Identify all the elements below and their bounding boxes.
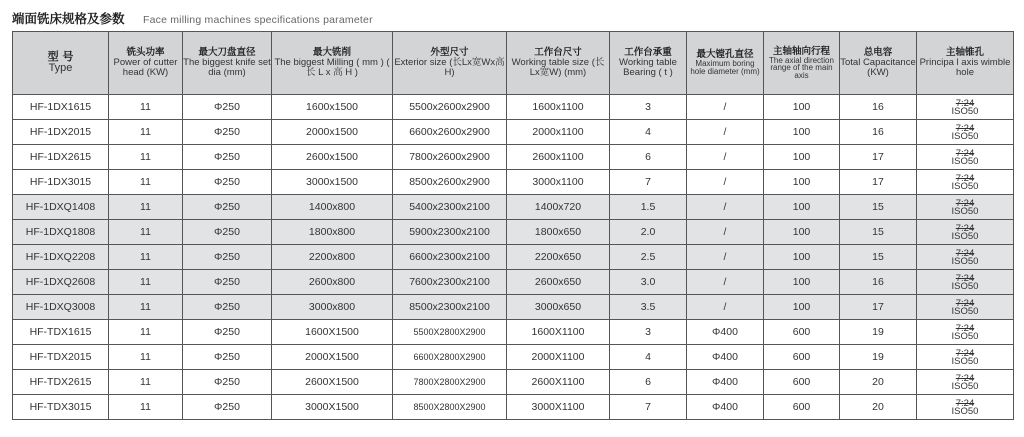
header-row — [13, 32, 1014, 95]
cell-table-size: 2000X1100 — [507, 345, 610, 370]
cell-exterior: 6600x2600x2900 — [393, 120, 507, 145]
cell-spindle — [917, 320, 1014, 345]
cell-table-size: 1400x720 — [507, 195, 610, 220]
cell-axial: 600 — [764, 370, 840, 395]
iso-standard: ISO50 — [951, 305, 979, 317]
cell-knife-dia: Φ250 — [183, 270, 272, 295]
taper-ratio: 7:24 — [955, 197, 975, 209]
header-label-en: The biggest Milling ( mm ) ( 长 L x 高 H ) — [274, 57, 390, 78]
cell-power: 11 — [109, 270, 183, 295]
cell-capacity: 20 — [840, 370, 917, 395]
cell-bearing: 3.0 — [610, 270, 687, 295]
cell-boring: / — [687, 195, 764, 220]
cell-boring: / — [687, 270, 764, 295]
cell-table-size: 2000x1100 — [507, 120, 610, 145]
cell-exterior: 6600x2300x2100 — [393, 245, 507, 270]
cell-milling: 3000X1500 — [272, 395, 393, 420]
table-row — [13, 345, 1014, 370]
header-label-en: Working table Bearing ( t ) — [619, 57, 677, 78]
table-row — [13, 145, 1014, 170]
taper-ratio: 7:24 — [955, 347, 975, 359]
taper-ratio: 7:24 — [955, 297, 975, 309]
cell-knife-dia: Φ250 — [183, 195, 272, 220]
table-row — [13, 395, 1014, 420]
header-table-size — [507, 32, 610, 95]
cell-bearing: 6 — [610, 370, 687, 395]
iso-standard: ISO50 — [951, 105, 979, 117]
header-label-en: Principa l axis wimble hole — [919, 57, 1011, 78]
cell-boring: Φ400 — [687, 370, 764, 395]
cell-spindle — [917, 95, 1014, 120]
cell-capacity: 20 — [840, 395, 917, 420]
cell-capacity: 19 — [840, 320, 917, 345]
table-row — [13, 320, 1014, 345]
header-label-en: Working table size (长Lx宽W) (mm) — [511, 57, 605, 78]
table-row — [13, 245, 1014, 270]
header-label-cn: 工作台承重 — [624, 47, 672, 59]
cell-power: 11 — [109, 395, 183, 420]
cell-power: 11 — [109, 245, 183, 270]
table-row — [13, 370, 1014, 395]
cell-model: HF-TDX2015 — [13, 345, 109, 370]
taper-ratio: 7:24 — [955, 372, 975, 384]
spec-table-body — [13, 95, 1014, 420]
iso-standard: ISO50 — [951, 380, 979, 392]
cell-axial: 100 — [764, 95, 840, 120]
cell-milling: 1800x800 — [272, 220, 393, 245]
cell-exterior: 8500X2800X2900 — [393, 395, 507, 420]
cell-model: HF-1DX1615 — [13, 95, 109, 120]
iso-standard: ISO50 — [951, 180, 979, 192]
iso-standard: ISO50 — [951, 330, 979, 342]
cell-model: HF-1DXQ1408 — [13, 195, 109, 220]
cell-power: 11 — [109, 320, 183, 345]
cell-milling: 2200x800 — [272, 245, 393, 270]
cell-power: 11 — [109, 345, 183, 370]
page-title — [12, 9, 373, 27]
cell-model: HF-1DXQ2208 — [13, 245, 109, 270]
cell-bearing: 4 — [610, 120, 687, 145]
cell-bearing: 7 — [610, 170, 687, 195]
cell-exterior: 5900x2300x2100 — [393, 220, 507, 245]
cell-boring: / — [687, 120, 764, 145]
title-english: Face milling machines specifications parameter — [142, 14, 373, 26]
iso-standard: ISO50 — [951, 405, 979, 417]
cell-capacity: 17 — [840, 145, 917, 170]
table-row — [13, 120, 1014, 145]
cell-knife-dia: Φ250 — [183, 345, 272, 370]
header-label-cn: 铣头功率 — [126, 47, 165, 59]
cell-boring: Φ400 — [687, 395, 764, 420]
taper-ratio: 7:24 — [955, 147, 975, 159]
cell-bearing: 3 — [610, 320, 687, 345]
cell-axial: 100 — [764, 245, 840, 270]
taper-ratio: 7:24 — [955, 397, 975, 409]
title-chinese: 端面铣床规格及参数 — [12, 11, 125, 26]
header-knife-dia — [183, 32, 272, 95]
cell-bearing: 4 — [610, 345, 687, 370]
cell-exterior: 5500x2600x2900 — [393, 95, 507, 120]
cell-knife-dia: Φ250 — [183, 170, 272, 195]
cell-spindle — [917, 245, 1014, 270]
cell-capacity: 17 — [840, 295, 917, 320]
cell-model: HF-TDX2615 — [13, 370, 109, 395]
cell-model: HF-TDX1615 — [13, 320, 109, 345]
cell-milling: 2600x800 — [272, 270, 393, 295]
cell-boring: / — [687, 170, 764, 195]
table-row — [13, 220, 1014, 245]
cell-model: HF-1DXQ3008 — [13, 295, 109, 320]
header-label-en: Type — [48, 62, 73, 74]
cell-table-size: 2600x1100 — [507, 145, 610, 170]
header-power — [109, 32, 183, 95]
header-bearing — [610, 32, 687, 95]
cell-spindle — [917, 195, 1014, 220]
table-row — [13, 170, 1014, 195]
cell-capacity: 16 — [840, 270, 917, 295]
cell-exterior: 8500x2600x2900 — [393, 170, 507, 195]
cell-power: 11 — [109, 220, 183, 245]
cell-exterior: 7800X2800X2900 — [393, 370, 507, 395]
cell-spindle — [917, 345, 1014, 370]
cell-power: 11 — [109, 95, 183, 120]
cell-milling: 2000X1500 — [272, 345, 393, 370]
header-type — [13, 32, 109, 95]
header-spindle — [917, 32, 1014, 95]
cell-bearing: 2.0 — [610, 220, 687, 245]
cell-knife-dia: Φ250 — [183, 295, 272, 320]
cell-capacity: 15 — [840, 245, 917, 270]
cell-spindle — [917, 170, 1014, 195]
cell-boring: / — [687, 245, 764, 270]
iso-standard: ISO50 — [951, 130, 979, 142]
cell-exterior: 7600x2300x2100 — [393, 270, 507, 295]
cell-capacity: 16 — [840, 95, 917, 120]
header-label-en: Maximum boring hole diameter (mm) — [690, 59, 760, 76]
cell-model: HF-1DXQ1808 — [13, 220, 109, 245]
cell-table-size: 1600X1100 — [507, 320, 610, 345]
cell-model: HF-TDX3015 — [13, 395, 109, 420]
cell-bearing: 1.5 — [610, 195, 687, 220]
cell-table-size: 3000x1100 — [507, 170, 610, 195]
cell-spindle — [917, 270, 1014, 295]
cell-capacity: 17 — [840, 170, 917, 195]
header-label-cn: 外型尺寸 — [430, 47, 469, 59]
cell-boring: / — [687, 95, 764, 120]
taper-ratio: 7:24 — [955, 222, 975, 234]
cell-axial: 100 — [764, 220, 840, 245]
cell-power: 11 — [109, 145, 183, 170]
cell-axial: 100 — [764, 120, 840, 145]
cell-spindle — [917, 145, 1014, 170]
cell-axial: 100 — [764, 145, 840, 170]
table-row — [13, 95, 1014, 120]
header-label-en: The axial direction range of the main axis — [769, 55, 834, 80]
cell-knife-dia: Φ250 — [183, 245, 272, 270]
cell-power: 11 — [109, 120, 183, 145]
cell-table-size: 1600x1100 — [507, 95, 610, 120]
cell-milling: 1400x800 — [272, 195, 393, 220]
cell-milling: 2600X1500 — [272, 370, 393, 395]
cell-table-size: 2600X1100 — [507, 370, 610, 395]
cell-model: HF-1DX3015 — [13, 170, 109, 195]
cell-knife-dia: Φ250 — [183, 145, 272, 170]
cell-capacity: 16 — [840, 120, 917, 145]
table-row — [13, 195, 1014, 220]
cell-capacity: 15 — [840, 195, 917, 220]
cell-power: 11 — [109, 170, 183, 195]
cell-axial: 100 — [764, 295, 840, 320]
cell-axial: 600 — [764, 395, 840, 420]
table-row — [13, 270, 1014, 295]
cell-power: 11 — [109, 195, 183, 220]
taper-ratio: 7:24 — [955, 272, 975, 284]
header-label-cn: 型 号 — [47, 50, 74, 64]
cell-knife-dia: Φ250 — [183, 120, 272, 145]
cell-boring: / — [687, 295, 764, 320]
cell-knife-dia: Φ250 — [183, 370, 272, 395]
iso-standard: ISO50 — [951, 230, 979, 242]
cell-knife-dia: Φ250 — [183, 395, 272, 420]
cell-table-size: 3000X1100 — [507, 395, 610, 420]
header-capacity — [840, 32, 917, 95]
header-label-en: Exterior size (长Lx宽Wx高H) — [394, 57, 505, 78]
cell-exterior: 7800x2600x2900 — [393, 145, 507, 170]
taper-ratio: 7:24 — [955, 322, 975, 334]
cell-model: HF-1DX2015 — [13, 120, 109, 145]
cell-bearing: 3 — [610, 95, 687, 120]
cell-axial: 100 — [764, 170, 840, 195]
cell-axial: 100 — [764, 195, 840, 220]
taper-ratio: 7:24 — [955, 247, 975, 259]
cell-exterior: 5400x2300x2100 — [393, 195, 507, 220]
cell-milling: 3000x1500 — [272, 170, 393, 195]
taper-ratio: 7:24 — [955, 122, 975, 134]
header-label-cn: 最大镗孔直径 — [696, 49, 754, 61]
iso-standard: ISO50 — [951, 255, 979, 267]
cell-milling: 2600x1500 — [272, 145, 393, 170]
header-label-en: Total Capacitance (KW) — [840, 57, 916, 78]
cell-boring: / — [687, 145, 764, 170]
taper-ratio: 7:24 — [955, 172, 975, 184]
header-label-cn: 主轴轴向行程 — [772, 45, 830, 57]
cell-capacity: 19 — [840, 345, 917, 370]
cell-axial: 100 — [764, 270, 840, 295]
cell-exterior: 8500x2300x2100 — [393, 295, 507, 320]
cell-boring: Φ400 — [687, 345, 764, 370]
cell-exterior: 6600X2800X2900 — [393, 345, 507, 370]
cell-boring: / — [687, 220, 764, 245]
cell-bearing: 3.5 — [610, 295, 687, 320]
cell-capacity: 15 — [840, 220, 917, 245]
cell-knife-dia: Φ250 — [183, 95, 272, 120]
spec-table — [12, 31, 1014, 420]
cell-power: 11 — [109, 370, 183, 395]
cell-bearing: 6 — [610, 145, 687, 170]
header-label-cn: 主轴锥孔 — [945, 47, 984, 59]
cell-knife-dia: Φ250 — [183, 320, 272, 345]
cell-milling: 2000x1500 — [272, 120, 393, 145]
cell-table-size: 1800x650 — [507, 220, 610, 245]
header-label-cn: 工作台尺寸 — [534, 47, 582, 59]
header-boring — [687, 32, 764, 95]
header-exterior — [393, 32, 507, 95]
header-label-cn: 总电容 — [863, 47, 893, 59]
cell-table-size: 2600x650 — [507, 270, 610, 295]
header-label-en: Power of cutter head (KW) — [113, 57, 178, 78]
taper-ratio: 7:24 — [955, 97, 975, 109]
iso-standard: ISO50 — [951, 280, 979, 292]
table-row — [13, 295, 1014, 320]
cell-model: HF-1DX2615 — [13, 145, 109, 170]
cell-power: 11 — [109, 295, 183, 320]
header-label-cn: 最大刀盘直径 — [198, 47, 256, 59]
cell-bearing: 7 — [610, 395, 687, 420]
iso-standard: ISO50 — [951, 205, 979, 217]
cell-axial: 600 — [764, 320, 840, 345]
header-milling — [272, 32, 393, 95]
cell-axial: 600 — [764, 345, 840, 370]
header-axial — [764, 32, 840, 95]
cell-boring: Φ400 — [687, 320, 764, 345]
cell-knife-dia: Φ250 — [183, 220, 272, 245]
cell-spindle — [917, 220, 1014, 245]
cell-spindle — [917, 295, 1014, 320]
cell-table-size: 3000x650 — [507, 295, 610, 320]
cell-milling: 3000x800 — [272, 295, 393, 320]
cell-milling: 1600X1500 — [272, 320, 393, 345]
cell-spindle — [917, 370, 1014, 395]
cell-model: HF-1DXQ2608 — [13, 270, 109, 295]
cell-table-size: 2200x650 — [507, 245, 610, 270]
iso-standard: ISO50 — [951, 155, 979, 167]
cell-milling: 1600x1500 — [272, 95, 393, 120]
header-label-cn: 最大铣削 — [312, 47, 351, 59]
cell-spindle — [917, 395, 1014, 420]
cell-spindle — [917, 120, 1014, 145]
cell-bearing: 2.5 — [610, 245, 687, 270]
iso-standard: ISO50 — [951, 355, 979, 367]
header-label-en: The biggest knife set dia (mm) — [183, 57, 271, 78]
cell-exterior: 5500X2800X2900 — [393, 320, 507, 345]
